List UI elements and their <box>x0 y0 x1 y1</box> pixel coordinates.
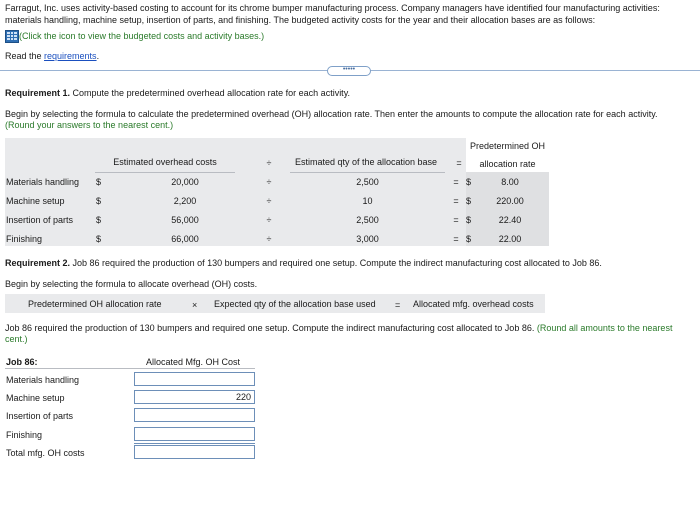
req2-title-rest: Job 86 required the production of 130 bumpers and required one setup. Compute the indirect manufacturing cost allocated to Job 86. <box>70 258 602 268</box>
estimated-qty-input[interactable]: 2,500 <box>356 215 379 225</box>
job-round-note: (Round all amounts to the nearest cent.) <box>5 323 673 344</box>
job-col-header: Job 86: <box>6 357 38 367</box>
header-equals: = <box>456 158 462 168</box>
job-header-divider <box>5 368 255 369</box>
read-requirements <box>5 51 99 61</box>
job-instruction <box>5 323 695 345</box>
requirements-link[interactable]: requirements <box>44 51 97 61</box>
expand-button[interactable]: ••••• <box>327 66 371 76</box>
equals-operator: = <box>453 177 459 187</box>
rate-input[interactable]: 8.00 <box>501 177 519 187</box>
req2-instruction: Begin by selecting the formula to allocate overhead (OH) costs. <box>5 279 258 289</box>
read-prefix: Read the <box>5 51 45 61</box>
formula-times: × <box>192 300 198 310</box>
row-divider <box>95 172 235 173</box>
req1-round-note: (Round your answers to the nearest cent.) <box>5 120 174 130</box>
equals-operator: = <box>453 215 459 225</box>
row-divider <box>290 172 445 173</box>
table-icon[interactable] <box>5 30 19 43</box>
budget-data-link-row[interactable] <box>5 29 264 43</box>
allocated-cost-input[interactable]: 220 <box>134 390 255 404</box>
estimated-qty-input[interactable]: 2,500 <box>356 177 379 187</box>
dollar-sign: $ <box>96 234 102 244</box>
estimated-qty-input[interactable]: 10 <box>362 196 373 206</box>
allocated-cost-input[interactable] <box>134 408 255 422</box>
rate-input[interactable]: 22.00 <box>498 234 522 244</box>
header-rate-line1: Predetermined OH <box>469 141 546 151</box>
estimated-oh-input[interactable]: 2,200 <box>173 196 197 206</box>
req1-title-bold: Requirement 1. <box>5 88 71 98</box>
activity-label: Materials handling <box>6 177 80 187</box>
header-rate-line2: allocation rate <box>479 159 536 169</box>
formula-equals: = <box>395 300 401 310</box>
req1-title <box>5 88 350 98</box>
estimated-oh-input[interactable]: 66,000 <box>171 234 199 244</box>
job-row-label: Materials handling <box>6 375 80 385</box>
rate-input[interactable]: 220.00 <box>496 196 524 206</box>
req2-title-bold: Requirement 2. <box>5 258 71 268</box>
formula-qty[interactable]: Expected qty of the allocation base used <box>214 299 376 309</box>
job-row-label: Insertion of parts <box>6 411 74 421</box>
divide-operator: ÷ <box>266 177 272 187</box>
equals-operator: = <box>453 234 459 244</box>
divide-operator: ÷ <box>266 234 272 244</box>
cost-col-header: Allocated Mfg. OH Cost <box>146 357 241 367</box>
estimated-oh-input[interactable]: 56,000 <box>171 215 199 225</box>
dollar-sign: $ <box>466 215 472 225</box>
budget-data-link[interactable]: (Click the icon to view the budgeted costs and activity bases.) <box>19 31 265 41</box>
allocated-cost-input[interactable] <box>134 427 255 441</box>
dollar-sign: $ <box>466 177 472 187</box>
header-estimated-qty: Estimated qty of the allocation base <box>294 157 438 167</box>
dollar-sign: $ <box>466 196 472 206</box>
dollar-sign: $ <box>96 196 102 206</box>
header-divide: ÷ <box>266 158 272 168</box>
req1-instruction: Begin by selecting the formula to calculate the predetermined overhead (OH) allocation rate. Then enter the amounts to compute the allocation rate for each activity. <box>5 109 658 119</box>
formula-result[interactable]: Allocated mfg. overhead costs <box>413 299 534 309</box>
activity-label: Finishing <box>6 234 43 244</box>
estimated-oh-input[interactable]: 20,000 <box>171 177 199 187</box>
divide-operator: ÷ <box>266 215 272 225</box>
estimated-qty-input[interactable]: 3,000 <box>356 234 379 244</box>
dollar-sign: $ <box>96 177 102 187</box>
activity-label: Machine setup <box>6 196 65 206</box>
rate-input[interactable]: 22.40 <box>498 215 522 225</box>
divide-operator: ÷ <box>266 196 272 206</box>
formula-rate[interactable]: Predetermined OH allocation rate <box>28 299 162 309</box>
allocated-cost-input[interactable] <box>134 372 255 386</box>
dollar-sign: $ <box>466 234 472 244</box>
job-row-label: Finishing <box>6 430 43 440</box>
allocated-cost-input[interactable] <box>134 445 255 459</box>
job-row-label: Total mfg. OH costs <box>6 448 85 458</box>
dollar-sign: $ <box>96 215 102 225</box>
read-suffix: . <box>96 51 100 61</box>
equals-operator: = <box>453 196 459 206</box>
problem-intro: Farragut, Inc. uses activity-based costing to account for its chrome bumper manufacturing process. Company managers have identified four manufacturing activities: materials handling, machine setup, insertion of parts, and finishing. The budgeted activity costs for the year and their allocation bases are as follows: <box>5 3 660 25</box>
req2-title <box>5 258 695 268</box>
total-divider <box>134 443 255 444</box>
activity-label: Insertion of parts <box>6 215 74 225</box>
job-text: Job 86 required the production of 130 bumpers and required one setup. Compute the indirect manufacturing cost allocated to Job 86. <box>5 323 535 333</box>
job-row-label: Machine setup <box>6 393 65 403</box>
req1-title-rest: Compute the predetermined overhead allocation rate for each activity. <box>70 88 351 98</box>
header-estimated-oh: Estimated overhead costs <box>113 157 217 167</box>
